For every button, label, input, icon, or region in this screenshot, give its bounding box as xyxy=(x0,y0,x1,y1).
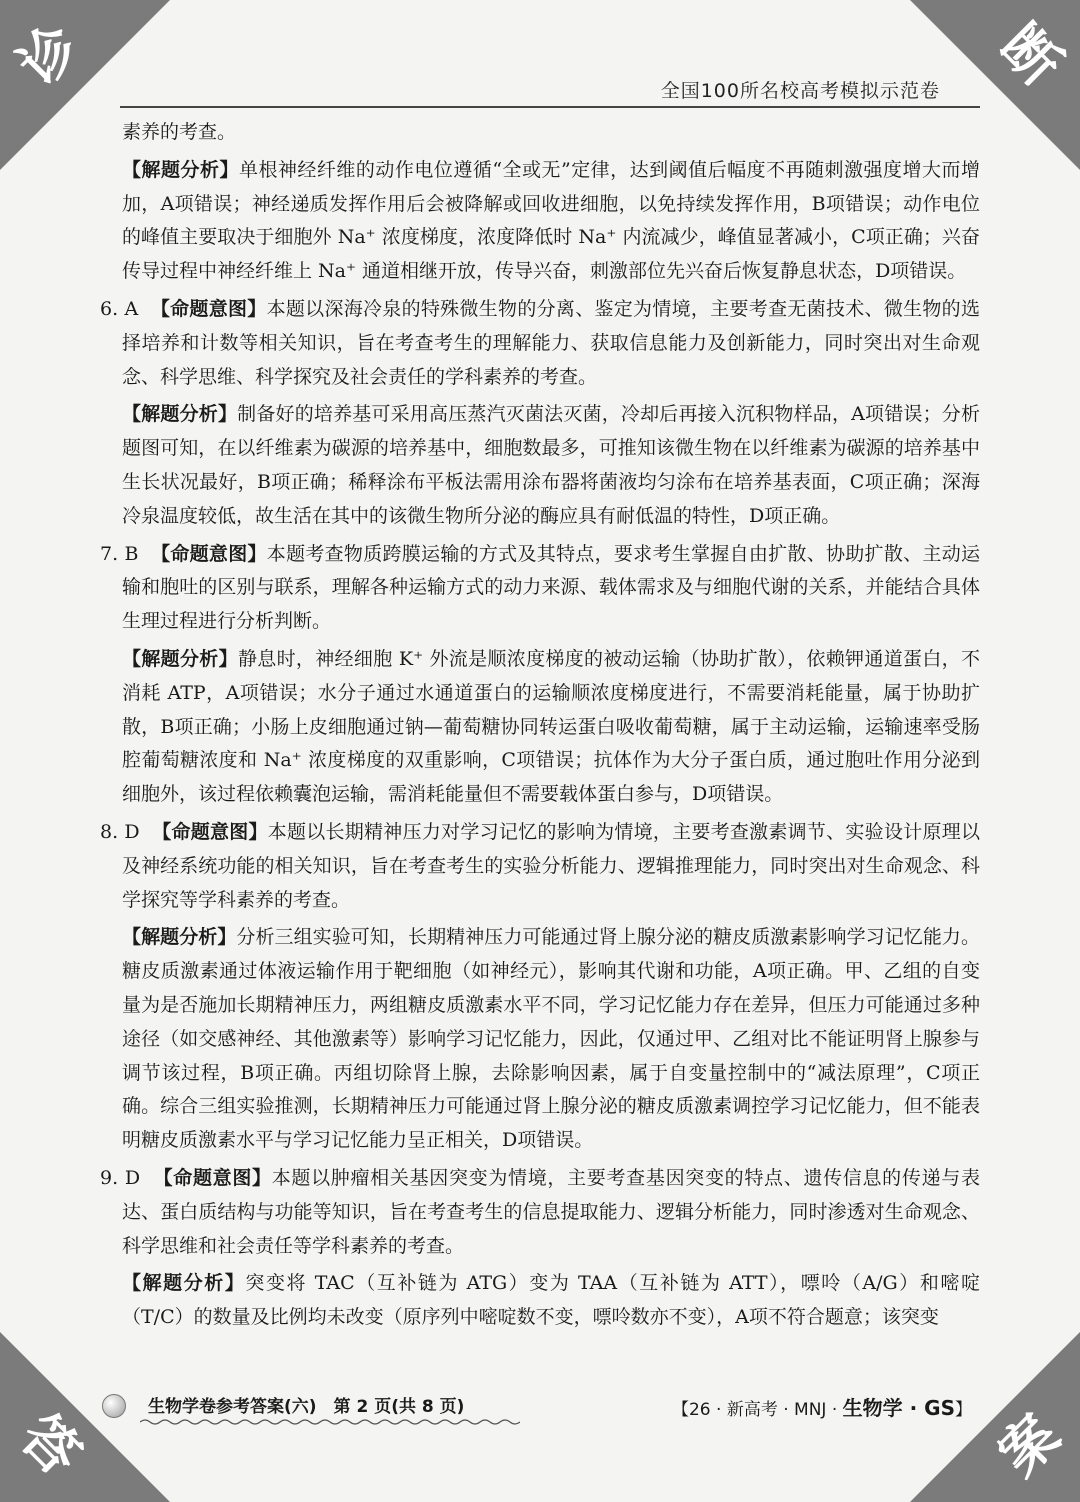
q8-answer: 8. D xyxy=(100,820,140,843)
intent-text: 本题以长期精神压力对学习记忆的影响为情境，主要考查激素调节、实验设计原理以及神经系统功能的相关知识，旨在考查考生的实验分析能力、逻辑推理能力，同时突出对生命观念、科学探究等学科素养的考查。 xyxy=(122,820,980,911)
footer-circle-icon xyxy=(102,1394,126,1418)
q8-analysis-paragraph xyxy=(122,921,980,1158)
intent-tag: 【命题意图】 xyxy=(153,1166,272,1189)
answer-content xyxy=(100,116,980,1335)
q6-intent-paragraph xyxy=(100,293,980,394)
series-title: 全国100所名校高考模拟示范卷 xyxy=(660,80,940,102)
analysis-tag: 【解题分析】 xyxy=(122,403,238,426)
intent-text: 本题考查物质跨膜运输的方式及其特点，要求考生掌握自由扩散、协助扩散、主动运输和胞吐的区别与联系，理解各种运输方式的动力来源、载体需求及与细胞代谢的关系，并能结合具体生理过程进行分析判断。 xyxy=(122,542,980,633)
intent-tag: 【命题意图】 xyxy=(150,297,267,320)
analysis-tag: 【解题分析】 xyxy=(122,158,239,181)
q9-answer: 9. D xyxy=(100,1166,141,1189)
q7-analysis-paragraph xyxy=(122,643,980,812)
intent-text: 本题以深海冷泉的特殊微生物的分离、鉴定为情境，主要考查无菌技术、微生物的选择培养和计数等相关知识，旨在考查考生的理解能力、获取信息能力及创新能力，同时突出对生命观念、科学思维、科学探究及社会责任的学科素养的考查。 xyxy=(122,297,980,388)
footer-code-prefix: 【26 · 新高考 · MNJ · xyxy=(671,1400,843,1420)
q9-intent-paragraph xyxy=(100,1162,980,1263)
q7-answer: 7. B xyxy=(100,542,139,565)
q5-analysis-paragraph xyxy=(122,154,980,289)
q6-analysis-paragraph xyxy=(122,398,980,533)
q9-analysis-paragraph xyxy=(122,1267,980,1335)
footer-code-suffix: 】 xyxy=(955,1400,972,1420)
analysis-text: 单根神经纤维的动作电位遵循“全或无”定律，达到阈值后幅度不再随刺激强度增大而增加，A项错误；神经递质发挥作用后会被降解或回收进细胞，以免持续发挥作用，B项错误；动作电位的峰值主要取决于细胞外 Na⁺ 浓度梯度，浓度降低时 Na⁺ 内流减少，峰值显著减小，C项正确；兴奋传导过程中神经纤维上 Na⁺ 通道相继开放，传导兴奋，刺激部位先兴奋后恢复静息状态，D项错误。 xyxy=(122,158,980,283)
q7-intent-paragraph xyxy=(100,538,980,639)
footer-exam-code xyxy=(672,1392,972,1421)
footer-page-info: 生物学卷参考答案(六) 第 2 页(共 8 页) xyxy=(148,1397,465,1417)
analysis-text: 突变将 TAC（互补链为 ATG）变为 TAA（互补链为 ATT），嘌呤（A/G）和嘧啶（T/C）的数量及比例均未改变（原序列中嘧啶数不变，嘌呤数亦不变），A项不符合题意；该突变 xyxy=(122,1272,980,1329)
corner-char-bottom-right: 案 xyxy=(986,1402,1073,1489)
analysis-tag: 【解题分析】 xyxy=(122,647,238,670)
intent-tag: 【命题意图】 xyxy=(152,820,268,843)
analysis-tag: 【解题分析】 xyxy=(122,926,237,949)
continuation-text: 素养的考查。 xyxy=(122,121,237,143)
corner-char-bottom-left: 答 xyxy=(7,1402,94,1489)
analysis-text: 分析三组实验可知，长期精神压力可能通过肾上腺分泌的糖皮质激素影响学习记忆能力。糖皮质激素通过体液运输作用于靶细胞（如神经元），影响其代谢和功能，A项正确。甲、乙组的自变量为是否施加长期精神压力，两组糖皮质激素水平不同，学习记忆能力存在差异，但压力可能通过多种途径（如交感神经、其他激素等）影响学习记忆能力，因此，仅通过甲、乙组对比不能证明肾上腺参与调节该过程，B项正确。丙组切除肾上腺，去除影响因素，属于自变量控制中的“减法原理”，C项正确。综合三组实验推测，长期精神压力可能通过肾上腺分泌的糖皮质激素调控学习记忆能力，但不能表明糖皮质激素水平与学习记忆能力呈正相关，D项错误。 xyxy=(122,926,980,1152)
q6-answer: 6. A xyxy=(100,297,139,320)
footer-subject: 生物学 · GS xyxy=(842,1396,955,1420)
footer-wave-underline xyxy=(140,1418,520,1426)
paragraph-continuation xyxy=(122,116,980,150)
analysis-text: 静息时，神经细胞 K⁺ 外流是顺浓度梯度的被动运输（协助扩散），依赖钾通道蛋白，不消耗 ATP，A项错误；水分子通过水通道蛋白的运输顺浓度梯度进行，不需要消耗能量，属于协助扩散，B项正确；小肠上皮细胞通过钠—葡萄糖协同转运蛋白吸收葡萄糖，属于主动运输，运输速率受肠腔葡萄糖浓度和 Na⁺ 浓度梯度的双重影响，C项错误；抗体作为大分子蛋白质，通过胞吐作用分泌到细胞外，该过程依赖囊泡运输，需消耗能量但不需要载体蛋白参与，D项错误。 xyxy=(122,647,980,806)
q8-intent-paragraph xyxy=(100,816,980,917)
corner-char-top-left: 诊 xyxy=(6,12,93,99)
header-rule xyxy=(120,106,980,108)
corner-char-top-right: 断 xyxy=(987,12,1074,99)
page-footer xyxy=(100,1388,980,1428)
analysis-tag: 【解题分析】 xyxy=(122,1272,246,1295)
analysis-text: 制备好的培养基可采用高压蒸汽灭菌法灭菌，冷却后再接入沉积物样品，A项错误；分析题图可知，在以纤维素为碳源的培养基中，细胞数最多，可推知该微生物在以纤维素为碳源的培养基中生长状况最好，B项正确；稀释涂布平板法需用涂布器将菌液均匀涂布在培养基表面，C项正确；深海冷泉温度较低，故生活在其中的该微生物所分泌的酶应具有耐低温的特性，D项正确。 xyxy=(122,403,980,527)
intent-tag: 【命题意图】 xyxy=(151,542,267,565)
intent-text: 本题以肿瘤相关基因突变为情境，主要考查基因突变的特点、遗传信息的传递与表达、蛋白质结构与功能等知识，旨在考查考生的信息提取能力、逻辑分析能力，同时渗透对生命观念、科学思维和社会责任等学科素养的考查。 xyxy=(122,1166,980,1257)
